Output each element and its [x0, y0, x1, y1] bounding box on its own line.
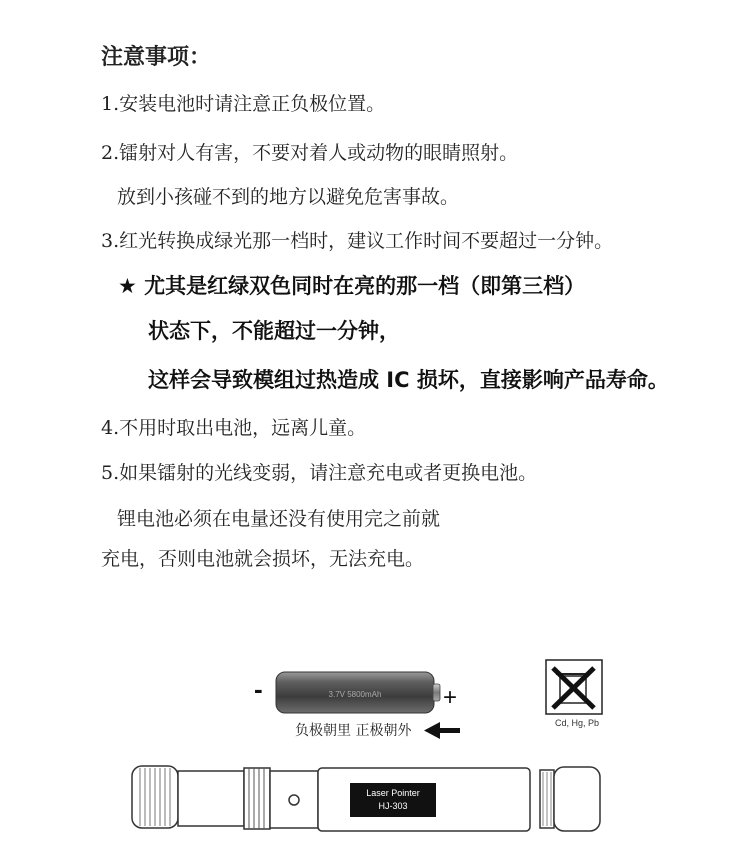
note-line-2: 2.镭射对人有害，不要对着人或动物的眼睛照射。 — [101, 142, 519, 164]
note-warning-2: 状态下，不能超过一分钟， — [148, 319, 400, 343]
note-warning-1: ★ 尤其是红绿双色同时在亮的那一档（即第三档） — [118, 274, 586, 298]
note-line-5: 5.如果镭射的光线变弱，请注意充电或者更换电池。 — [101, 462, 538, 484]
laser-pointer-illustration — [132, 766, 600, 831]
battery-icon — [276, 672, 440, 713]
crossed-out-bin-icon — [546, 660, 602, 714]
note-line-5c: 充电，否则电池就会损坏，无法充电。 — [101, 548, 425, 570]
insert-caption: 负极朝里 正极朝外 — [295, 723, 412, 739]
minus-sign: - — [254, 674, 263, 704]
note-line-4: 4.不用时取出电池，远离儿童。 — [101, 417, 367, 439]
pointer-label-line2: HJ-303 — [378, 801, 408, 811]
note-warning-3: 这样会导致模组过热造成 IC 损坏，直接影响产品寿命。 — [148, 368, 669, 392]
pointer-label-line1: Laser Pointer — [366, 788, 420, 798]
plus-sign: + — [443, 684, 458, 711]
note-line-3: 3.红光转换成绿光那一档时，建议工作时间不要超过一分钟。 — [101, 230, 614, 252]
note-line-5b: 锂电池必须在电量还没有使用完之前就 — [117, 508, 441, 530]
note-line-1: 1.安装电池时请注意正负极位置。 — [101, 93, 386, 115]
battery-installation-diagram — [0, 640, 750, 856]
recycle-caption: Cd, Hg, Pb — [555, 718, 600, 728]
notes-title: 注意事项： — [101, 45, 212, 70]
battery-label: 3.7V 5800mAh — [328, 690, 382, 699]
arrow-left-icon — [424, 722, 460, 739]
note-line-2b: 放到小孩碰不到的地方以避免危害事故。 — [117, 186, 460, 208]
